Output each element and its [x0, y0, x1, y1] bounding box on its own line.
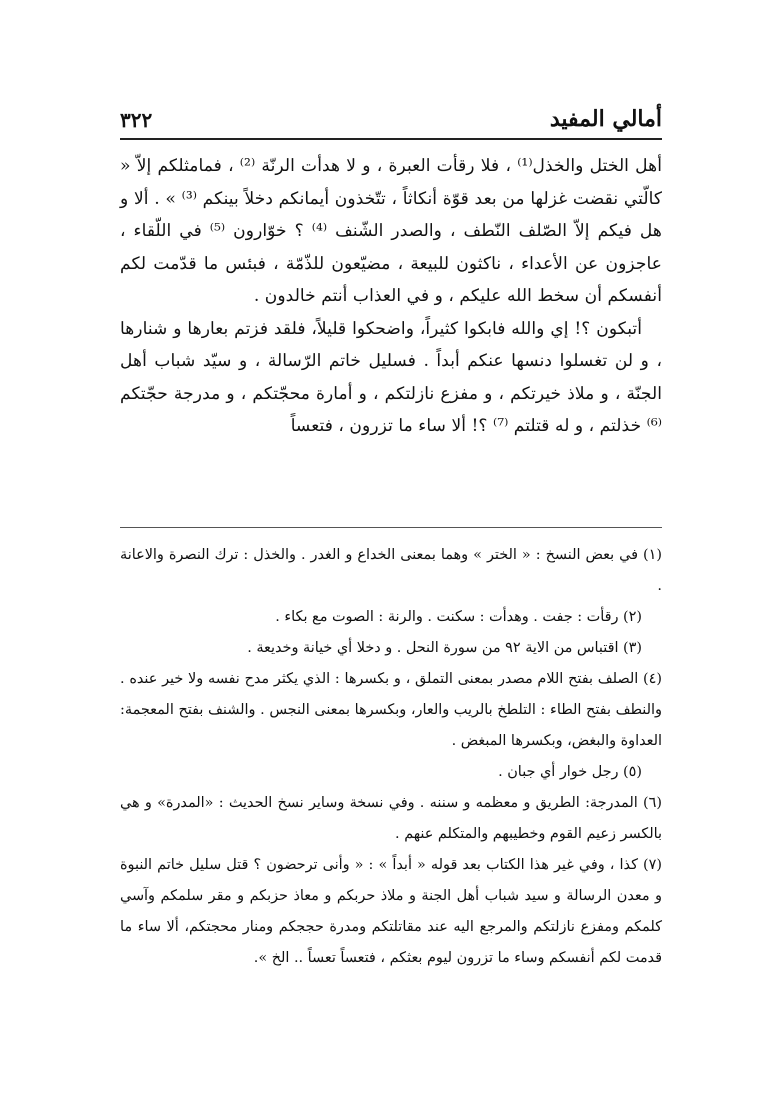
footnote-divider — [120, 527, 662, 528]
footnote: (٧) كذا ، وفي غير هذا الكتاب بعد قوله « أبداً » : « وأنى ترحضون ؟ قتل سليل خاتم النبوة و معدن الرسالة و سيد شباب أهل الجنة و ملاذ حربكم و معاذ حزبكم و مقر سلمكم وآسي كلمكم ومفزع نازلتكم والمرجع اليه عند مقاتلتكم ومدرة حججكم ومنار محجتكم، ألا ساء ما قدمت لكم أنفسكم وساء ما تزرون ليوم بعثكم ، فتعساً تعساً .. الخ ». — [120, 857, 662, 966]
footnote: (١) في بعض النسخ : « الختر » وهما بمعنى الخداع و الغدر . والخذل : ترك النصرة والاعانة . — [120, 547, 662, 594]
footnote: (٦) المدرجة: الطريق و معظمه و سننه . وفي نسخة وساير نسخ الحديث : «المدرة» و هي بالكسر زعيم القوم وخطيبهم والمتكلم عنهم . — [120, 795, 662, 842]
main-text — [120, 150, 662, 443]
footnote: (٤) الصلف بفتح اللام مصدر بمعنى التملق ، و بكسرها : الذي يكثر مدح نفسه ولا خير عنده . والنطف بفتح الطاء : التلطخ بالريب والعار، وبكسرها بمعنى النجس . والشنف بفتح المعجمة: العداوة والبغض، وبكسرها المبغض . — [120, 671, 662, 749]
footnote: (٢) رقأت : جفت . وهدأت : سكنت . والرنة : الصوت مع بكاء . — [275, 609, 642, 625]
footnote: (٥) رجل خوار أي جبان . — [498, 764, 642, 780]
paragraph: أتبكون ؟! إي والله فابكوا كثيراً، واضحكوا قليلاً، فلقد فزتم بعارها و شنارها ، و لن تغسلوا دنسها عنكم أبداً . فسليل خاتم الرّسالة ، و سيّد شباب أهل الجنّة ، و ملاذ خيرتكم ، و مفزع نازلتكم ، و أمارة محجّتكم ، و مدرجة حجّتكم ⁽⁶⁾ خذلتم ، و له قتلتم ⁽⁷⁾ ؟! ألا ساء ما تزرون ، فتعساً — [120, 318, 662, 436]
paragraph: أهل الختل والخذل⁽¹⁾ ، فلا رقأت العبرة ، و لا هدأت الرنّة ⁽²⁾ ، فمامثلكم إلاّ « كالّتي نقضت غزلها من بعد قوّة أنكاثاً ، تتّخذون أيمانكم دخلاً بينكم ⁽³⁾ » . ألا و هل فيكم إلاّ الصّلف النّطف ، والصدر الشّنف ⁽⁴⁾ ؟ خوّارون ⁽⁵⁾ في اللّقاء ، عاجزون عن الأعداء ، ناكثون للبيعة ، مضيّعون للذّمّة ، فبئس ما قدّمت لكم أنفسكم أن سخط الله عليكم ، و في العذاب أنتم خالدون . — [120, 156, 663, 306]
footnotes — [120, 540, 662, 974]
header-rule — [120, 138, 662, 140]
page-number: ٣٢٢ — [120, 108, 153, 132]
page-header — [120, 92, 662, 132]
footnote: (٣) اقتباس من الاية ٩٢ من سورة النحل . و دخلا أي خيانة وخديعة . — [247, 640, 642, 656]
running-title: أمالي المفيد — [549, 106, 662, 132]
